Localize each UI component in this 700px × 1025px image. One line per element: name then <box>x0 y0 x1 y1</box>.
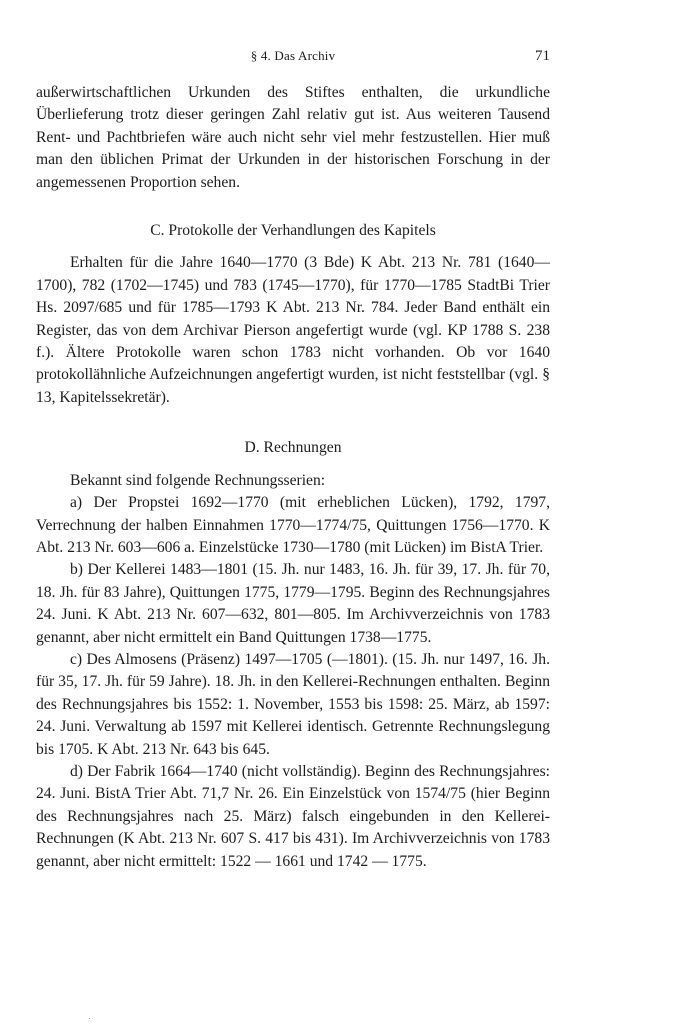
page-number: 71 <box>535 48 550 64</box>
section-d-heading: D. Rechnungen <box>244 439 342 457</box>
list-item-d: d) Der Fabrik 1664—1740 (nicht vollständig). Beginn des Rechnungsjahres: 24. Juni. BistA Trier Abt. 71,7 Nr. 26. Ein Einzelstück von 1574/75 (hier Beginn des Rechnungsjahres nach 25. März) falsch eingebunden in den Kellerei-Rechnungen (K Abt. 213 Nr. 607 S. 417 bis 431). Im Archivverzeichnis von 1783 genannt, aber nicht ermittelt: 1522 — 1661 und 1742 — 1775. <box>36 762 550 870</box>
section-c-heading: C. Protokolle der Verhandlungen des Kapitels <box>150 222 436 240</box>
list-item-a: a) Der Propstei 1692—1770 (mit erheblichen Lücken), 1792, 1797, Verrechnung der halben Einnahmen 1770—1774/75, Quittungen 1756—1770. K Abt. 213 Nr. 603—606 a. Einzelstücke 1730—1780 (mit Lücken) im BistA Trier. <box>36 494 550 556</box>
section-title: § 4. Das Archiv <box>250 48 336 63</box>
scan-speck <box>89 1018 90 1019</box>
list-item-c: c) Des Almosens (Präsenz) 1497—1705 (—1801). (15. Jh. nur 1497, 16. Jh. für 35, 17. Jh. für 59 Jahre). 18. Jh. in den Kellerei-Rechnungen enthalten. Beginn des Rechnungsjahres bis 1552: 1. November, 1553 bis 1598: 25. März, ab 1597: 24. Juni. Verwaltung ab 1597 mit Kellerei identisch. Getrennte Rechnungslegung bis 1705. K Abt. 213 Nr. 643 bis 645. <box>36 650 550 758</box>
running-head <box>36 48 550 70</box>
list-item-b: b) Der Kellerei 1483—1801 (15. Jh. nur 1483, 16. Jh. für 39, 17. Jh. für 70, 18. Jh. für 83 Jahre), Quittungen 1775, 1779—1795. Beginn des Rechnungsjahres 24. Juni. K Abt. 213 Nr. 607—632, 801—805. Im Archivverzeichnis von 1783 genannt, aber nicht ermittelt ein Band Quittungen 1738—1775. <box>36 561 550 646</box>
page-body <box>36 82 550 873</box>
section-d-intro: Bekannt sind folgende Rechnungsserien: <box>70 471 326 489</box>
intro-paragraph: außerwirtschaftlichen Urkunden des Stiftes enthalten, die urkundliche Überlieferung trotz dieser geringen Zahl relativ gut ist. Aus weiteren Tausend Rent- und Pachtbriefen wäre auch nicht sehr viel mehr festzustellen. Hier muß man den üblichen Primat der Urkunden in der historischen Forschung in der angemessenen Proportion sehen. <box>36 84 550 191</box>
section-c-paragraph: Erhalten für die Jahre 1640—1770 (3 Bde) K Abt. 213 Nr. 781 (1640—1700), 782 (1702—1745) und 783 (1745—1770), für 1770—1785 StadtBi Trier Hs. 2097/685 und für 1785—1793 K Abt. 213 Nr. 784. Jeder Band enthält ein Register, das von dem Archivar Pierson angefertigt wurde (vgl. KP 1788 S. 238 f.). Ältere Protokolle waren schon 1783 nicht vorhanden. Ob vor 1640 protokollähnliche Aufzeichnungen angefertigt wurden, ist nicht feststellbar (vgl. § 13, Kapitelssekretär). <box>36 254 550 406</box>
